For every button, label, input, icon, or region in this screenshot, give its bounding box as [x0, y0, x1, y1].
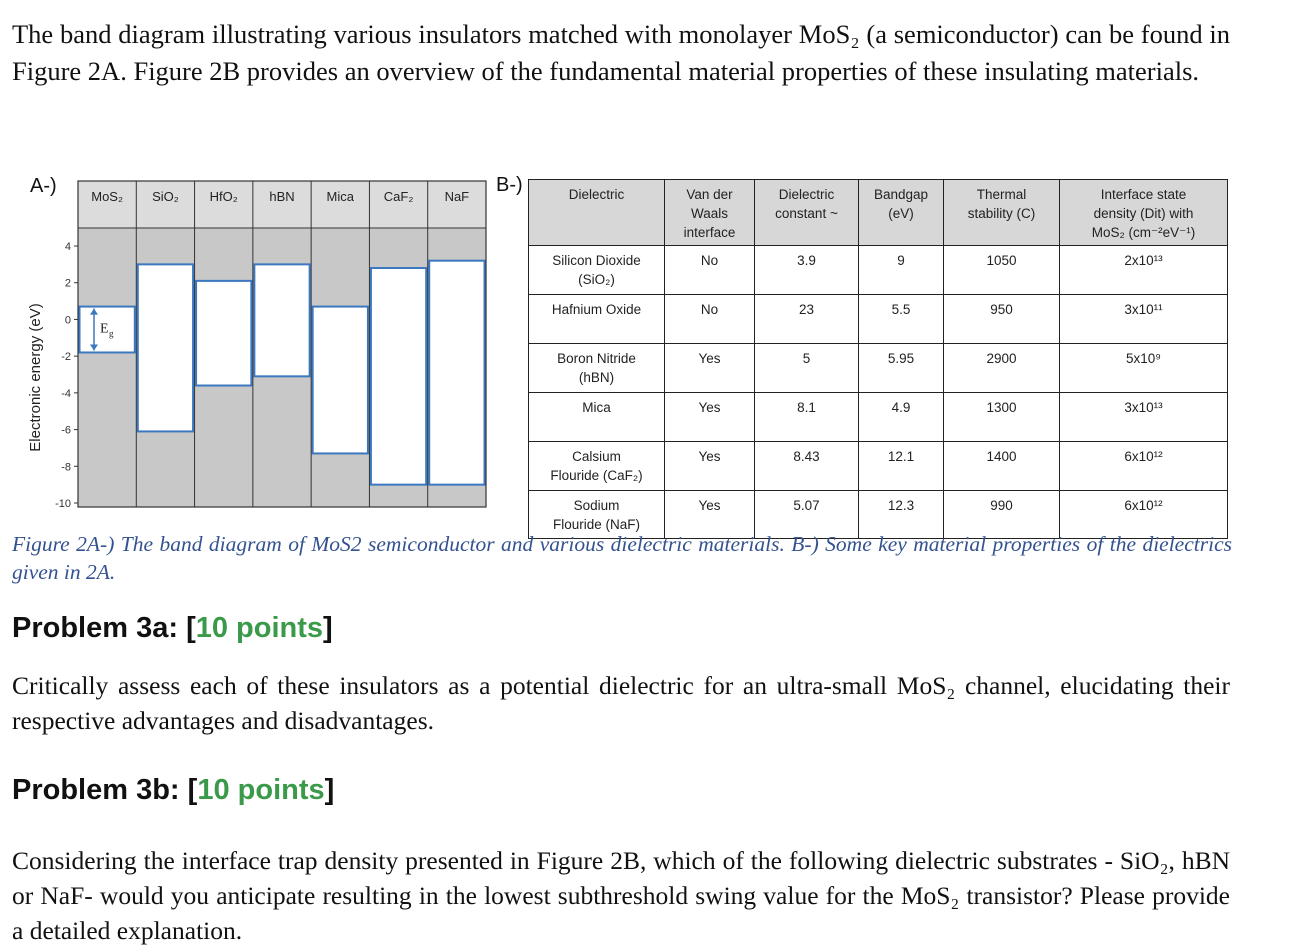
y-tick-label: 0 [64, 314, 71, 327]
problem-3a-bracket-close: ] [323, 612, 333, 644]
table-cell: Calsium Flouride (CaF₂) [529, 442, 665, 491]
problem-3a-title: Problem 3a: [12, 612, 178, 644]
table-cell: 9 [859, 246, 944, 295]
problem-3b-points: 10 points [197, 774, 325, 806]
band-bar [429, 261, 484, 485]
table-cell: Yes [665, 393, 755, 442]
y-tick-label: -6 [61, 424, 71, 437]
material-label: SiO₂ [152, 189, 179, 204]
table-row [529, 393, 1228, 442]
table-cell: 950 [944, 295, 1060, 344]
material-label: CaF₂ [383, 189, 414, 204]
table-cell: 3x10¹¹ [1060, 295, 1228, 344]
problem-3b-heading [12, 774, 334, 807]
table-cell: 5 [755, 344, 859, 393]
problem-3b-title: Problem 3b: [12, 774, 180, 806]
table-cell: 3x10¹³ [1060, 393, 1228, 442]
table-cell: 6x10¹² [1060, 491, 1228, 539]
table-cell: 23 [755, 295, 859, 344]
band-bar [254, 264, 309, 376]
table-cell: No [665, 295, 755, 344]
eg-label-subscript: g [109, 328, 114, 339]
table-cell: 5.07 [755, 491, 859, 539]
table-cell: 3.9 [755, 246, 859, 295]
table-cell: Hafnium Oxide [529, 295, 665, 344]
material-label: NaF [444, 189, 470, 204]
material-label: Mica [326, 189, 355, 204]
table-cell: 5x10⁹ [1060, 344, 1228, 393]
panel-label-a: A-) [30, 175, 57, 197]
problem-3b-bracket-close: ] [324, 774, 335, 806]
table-cell: Silicon Dioxide (SiO₂) [529, 246, 665, 295]
table-cell: 4.9 [859, 393, 944, 442]
material-label: hBN [269, 189, 295, 204]
table-row [529, 246, 1228, 295]
figure-caption: Figure 2A-) The band diagram of MoS2 semiconductor and various dielectric materials. B-) Some key material properties of the dielectrics given in 2A. [12, 532, 1232, 584]
y-tick-label: -4 [61, 387, 71, 400]
table-cell: 2x10¹³ [1060, 246, 1228, 295]
table-cell: 8.43 [755, 442, 859, 491]
table-cell: 1300 [944, 393, 1060, 442]
table-cell: Boron Nitride (hBN) [529, 344, 665, 393]
material-label: MoS₂ [91, 189, 124, 204]
material-label: HfO₂ [209, 189, 238, 204]
properties-table [528, 179, 1228, 539]
band-bar [138, 264, 193, 431]
band-bar [196, 281, 251, 386]
intro-paragraph: The band diagram illustrating various insulators matched with monolayer MoS₂ (a semiconductor) can be found in Figure 2A. Figure 2B provides an overview of the fundamental material properties of these insulating materials. [12, 19, 1230, 86]
table-cell: Yes [665, 344, 755, 393]
y-tick-label: -10 [55, 498, 71, 510]
table-header-cell: Bandgap (eV) [859, 180, 944, 246]
band-bar [371, 268, 426, 485]
table-row [529, 295, 1228, 344]
y-tick-label: -2 [61, 351, 71, 364]
table-row [529, 344, 1228, 393]
eg-label: E [100, 321, 109, 337]
table-cell: Yes [665, 442, 755, 491]
properties-table-figure [496, 170, 1236, 532]
y-tick-label: 4 [64, 241, 71, 253]
table-cell: No [665, 246, 755, 295]
table-cell: Sodium Flouride (NaF) [529, 491, 665, 539]
table-cell: 6x10¹² [1060, 442, 1228, 491]
problem-3b-bracket-open: [ [187, 774, 198, 806]
table-header-cell: Dielectric constant ~ [755, 180, 859, 246]
y-tick-label: -8 [61, 461, 71, 474]
table-header-cell: Thermal stability (C) [944, 180, 1060, 246]
table-cell: Mica [529, 393, 665, 442]
table-cell: Yes [665, 491, 755, 539]
table-header-cell: Van der Waals interface [665, 180, 755, 246]
table-cell: 990 [944, 491, 1060, 539]
band-diagram-chart [24, 170, 494, 515]
table-row [529, 442, 1228, 491]
table-cell: 5.95 [859, 344, 944, 393]
problem-3b-body: Considering the interface trap density presented in Figure 2B, which of the following dielectric substrates - SiO₂, hBN or NaF- would you anticipate resulting in the lowest subthreshold swing value for the MoS₂ transistor? Please provide a detailed explanation. [12, 846, 1230, 945]
problem-3a-heading [12, 612, 333, 645]
problem-3a-bracket-open: [ [186, 612, 196, 644]
problem-3a-body: Critically assess each of these insulators as a potential dielectric for an ultra-small MoS₂ channel, elucidating their respective advantages and disadvantages. [12, 671, 1230, 735]
table-cell: 12.1 [859, 442, 944, 491]
table-header-cell: Dielectric [529, 180, 665, 246]
table-cell: 1400 [944, 442, 1060, 491]
table-cell: 12.3 [859, 491, 944, 539]
panel-label-b: B-) [496, 174, 523, 196]
table-header-row [529, 180, 1228, 246]
problem-3a-points: 10 points [195, 612, 324, 644]
band-diagram-figure [24, 170, 494, 515]
table-cell: 2900 [944, 344, 1060, 393]
y-axis-label: Electronic energy (eV) [27, 303, 44, 452]
table-cell: 8.1 [755, 393, 859, 442]
table-cell: 1050 [944, 246, 1060, 295]
table-header-cell: Interface state density (Dit) with MoS₂ (cm⁻²eV⁻¹) [1060, 180, 1228, 246]
table-cell: 5.5 [859, 295, 944, 344]
band-bar [313, 307, 368, 454]
y-tick-label: 2 [64, 277, 71, 290]
